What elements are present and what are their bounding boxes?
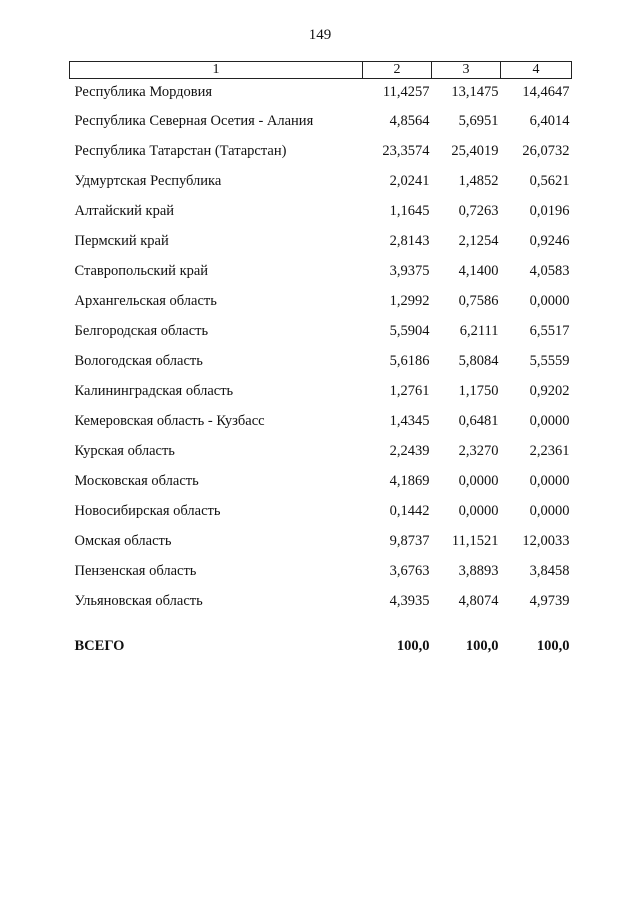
value-col-2: 4,1869 [389,472,430,489]
total-label: ВСЕГО [74,637,125,654]
value-col-4: 0,0000 [529,472,570,489]
value-col-4: 26,0732 [522,142,570,159]
value-col-3: 25,4019 [451,142,499,159]
value-col-2: 5,5904 [389,322,430,339]
region-name: Республика Северная Осетия - Алания [74,112,314,129]
region-name: Ставропольский край [74,262,209,279]
region-name: Республика Мордовия [74,84,213,100]
value-col-4: 0,5621 [529,172,570,189]
column-header: 4 [501,62,572,79]
value-col-4: 0,9246 [529,232,570,249]
value-col-2: 23,3574 [382,142,430,159]
value-col-4: 14,4647 [522,84,570,100]
value-col-3: 0,0000 [458,472,499,489]
value-col-4: 0,0196 [529,202,570,219]
table-row [70,196,572,226]
table-row [70,286,572,316]
value-col-2: 2,2439 [389,442,430,459]
value-col-2: 2,8143 [389,232,430,249]
value-col-3: 2,1254 [458,232,499,249]
region-name: Пензенская область [74,562,197,579]
region-name: Республика Татарстан (Татарстан) [74,142,287,159]
table-row [70,406,572,436]
table-row [70,136,572,166]
value-col-3: 4,8074 [458,592,499,609]
page-number: 149 [308,27,332,43]
value-col-3: 13,1475 [451,84,499,100]
value-col-4: 0,0000 [529,292,570,309]
region-name: Ульяновская область [74,592,203,609]
region-name: Новосибирская область [74,502,221,519]
total-col-4: 100,0 [536,637,570,654]
value-col-2: 2,0241 [389,172,430,189]
value-col-3: 0,7586 [458,292,499,309]
table-row [70,79,572,107]
value-col-2: 0,1442 [389,502,430,519]
total-col-3: 100,0 [465,637,499,654]
value-col-4: 6,4014 [529,112,570,129]
table-row [70,316,572,346]
value-col-2: 4,3935 [389,592,430,609]
data-table [69,61,572,661]
column-header: 2 [363,62,432,79]
value-col-4: 12,0033 [522,532,570,549]
table-row [70,106,572,136]
value-col-4: 0,0000 [529,412,570,429]
value-col-3: 5,6951 [458,112,499,129]
value-col-2: 3,6763 [389,562,430,579]
value-col-2: 1,2992 [389,292,430,309]
value-col-3: 1,4852 [458,172,499,189]
table-row [70,526,572,556]
value-col-3: 0,0000 [458,502,499,519]
value-col-3: 0,7263 [458,202,499,219]
value-col-4: 6,5517 [529,322,570,339]
table-row [70,466,572,496]
region-name: Пермский край [74,232,169,249]
column-header: 1 [70,62,363,79]
value-col-2: 1,2761 [389,382,430,399]
value-col-4: 4,0583 [529,262,570,279]
table-body [70,79,572,662]
value-col-2: 3,9375 [389,262,430,279]
spacer-cell [70,616,572,631]
value-col-3: 2,3270 [458,442,499,459]
region-name: Белгородская область [74,322,209,339]
table-row [70,226,572,256]
total-col-2: 100,0 [396,637,430,654]
value-col-4: 5,5559 [529,352,570,369]
region-name: Удмуртская Республика [74,172,222,189]
region-name: Алтайский край [74,202,175,219]
value-col-2: 5,6186 [389,352,430,369]
header-row [70,62,572,79]
table-row [70,586,572,616]
value-col-4: 4,9739 [529,592,570,609]
region-name: Вологодская область [74,352,203,369]
table-row [70,376,572,406]
spacer-row [70,616,572,631]
region-name: Московская область [74,472,199,489]
total-row [70,631,572,661]
region-name: Курская область [74,442,175,459]
value-col-3: 0,6481 [458,412,499,429]
region-name: Кемеровская область - Кузбасс [74,412,265,429]
value-col-4: 3,8458 [529,562,570,579]
value-col-2: 11,4257 [382,84,430,100]
region-name: Омская область [74,532,172,549]
column-header: 3 [432,62,501,79]
value-col-2: 1,1645 [389,202,430,219]
region-name: Архангельская область [74,292,217,309]
table-row [70,256,572,286]
table-row [70,436,572,466]
value-col-2: 9,8737 [389,532,430,549]
table-row [70,346,572,376]
value-col-3: 5,8084 [458,352,499,369]
value-col-3: 4,1400 [458,262,499,279]
region-name: Калининградская область [74,382,234,399]
value-col-3: 3,8893 [458,562,499,579]
value-col-4: 2,2361 [529,442,570,459]
value-col-4: 0,0000 [529,502,570,519]
value-col-2: 4,8564 [389,112,430,129]
table-row [70,556,572,586]
table-row [70,166,572,196]
value-col-3: 1,1750 [458,382,499,399]
value-col-4: 0,9202 [529,382,570,399]
value-col-3: 6,2111 [459,322,499,339]
value-col-3: 11,1521 [451,532,499,549]
table-row [70,496,572,526]
value-col-2: 1,4345 [389,412,430,429]
